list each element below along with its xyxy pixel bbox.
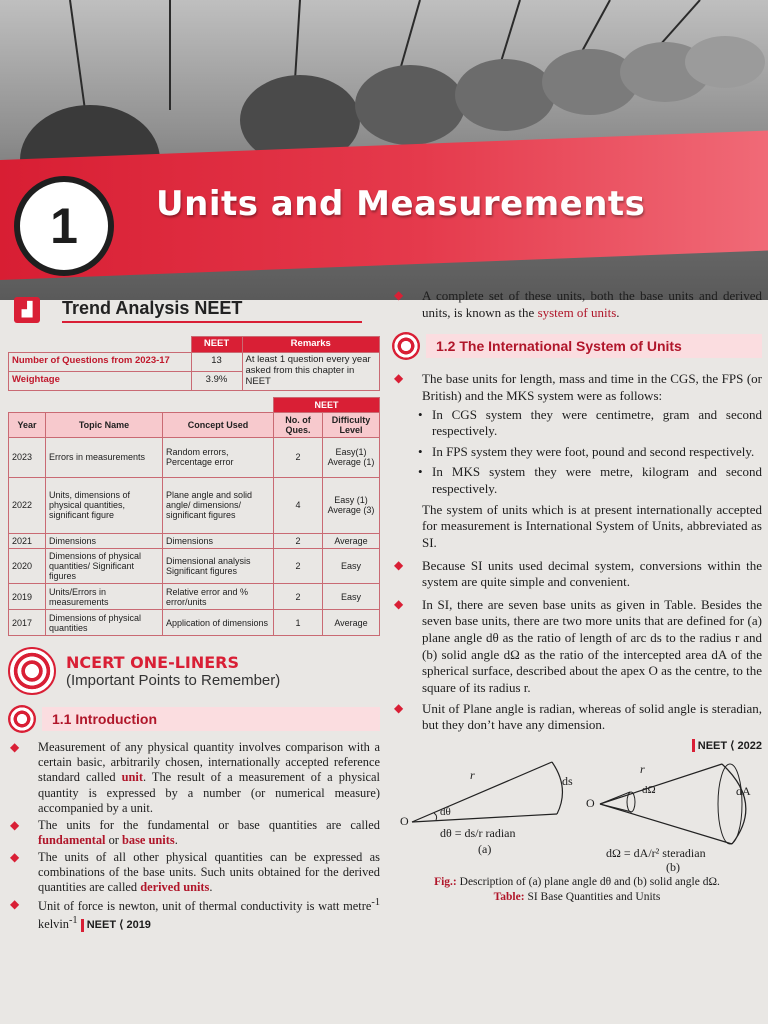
superscript: -1	[371, 897, 380, 909]
caption-text: Description of (a) plane angle dθ and (b) solid angle dΩ.	[456, 875, 720, 888]
term-system-of-units: system of units	[537, 304, 617, 320]
diamond-bullet-icon: ◆	[394, 288, 404, 302]
text: .	[616, 304, 620, 320]
cell-level: Average	[323, 610, 380, 636]
text: Unit of force is newton, unit of thermal conductivity is watt metre	[38, 899, 372, 914]
ncert-title: NCERT ONE-LINERS	[66, 653, 240, 673]
cell-ques: 2	[274, 584, 323, 610]
swirl-icon	[8, 647, 56, 695]
ncert-one-liners-header	[8, 646, 380, 696]
text: The system of units which is at present internationally accepted for measurement is International System of Units, abbreviated as SI.	[422, 501, 762, 550]
neet-tag: NEET ⟨ 2019	[81, 919, 151, 932]
cell-ques: 4	[274, 477, 323, 533]
diamond-bullet-icon: ◆	[10, 817, 20, 832]
term-derived-units: derived units	[140, 880, 210, 895]
term-fundamental: fundamental	[38, 832, 106, 847]
header-topic: Topic Name	[46, 412, 163, 437]
paragraph	[392, 371, 762, 404]
cell-level: Easy (1) Average (3)	[323, 477, 380, 533]
trend-analysis-header	[14, 290, 380, 330]
diamond-bullet-icon: ◆	[394, 596, 404, 611]
trend-title: Trend Analysis NEET	[62, 298, 362, 323]
cell-ques: 1	[274, 610, 323, 636]
fig-a-r: r	[470, 767, 475, 782]
text: or	[105, 832, 123, 847]
text: Measurement of any physical quantity involves comparison with a certain basic, arbitrarily chosen, internationally accepted reference standard called	[38, 740, 380, 785]
paragraph	[392, 502, 762, 552]
cell-topic: Dimensions of physical quantities	[46, 610, 163, 636]
cell-topic: Units, dimensions of physical quantities, significant figure	[46, 477, 163, 533]
left-column	[8, 290, 380, 934]
table-row	[9, 533, 380, 548]
section-1-1-title: 1.1 Introduction	[42, 707, 380, 731]
chapter-number: 1	[14, 176, 114, 276]
fig-b-r: r	[640, 761, 645, 776]
topic-top-blank	[9, 397, 274, 412]
fig-a-ds: ds	[562, 773, 573, 788]
paragraph	[8, 740, 380, 816]
cell-year: 2021	[9, 533, 46, 548]
header-concept: Concept Used	[163, 412, 274, 437]
neet-tag-label: NEET	[697, 739, 728, 752]
table-row	[9, 610, 380, 636]
neet-tag-label: NEET	[86, 918, 117, 931]
table-row	[9, 477, 380, 533]
table-title: SI Base Quantities and Units	[524, 890, 661, 903]
cell-year: 2019	[9, 584, 46, 610]
caption-lead: Fig.:	[434, 875, 457, 888]
summary-value: 13	[191, 352, 242, 371]
text: A complete set of these units, both the base units and derived units, is known as the	[422, 288, 762, 320]
cell-level: Easy(1) Average (1)	[323, 437, 380, 477]
paragraph	[392, 597, 762, 697]
summary-label: Weightage	[9, 371, 192, 390]
text: .	[209, 880, 213, 895]
paragraph	[8, 818, 380, 848]
cell-concept: Relative error and % error/units	[163, 584, 274, 610]
chapter-banner	[0, 0, 768, 300]
superscript: -1	[68, 914, 78, 926]
diamond-bullet-icon: ◆	[394, 700, 404, 715]
fig-b-domega: dΩ	[642, 783, 656, 796]
angle-figure	[392, 758, 762, 908]
section-1-1-header	[8, 704, 380, 734]
cell-concept: Dimensional analysis Significant figures	[163, 549, 274, 584]
neet-summary-table	[8, 336, 380, 391]
diamond-bullet-icon: ◆	[10, 740, 20, 755]
fig-a-dtheta: dθ	[440, 805, 451, 818]
text: The units for the fundamental or base quantities are called	[38, 817, 380, 832]
paragraph	[392, 701, 762, 734]
term-unit: unit	[121, 770, 143, 785]
cell-ques: 2	[274, 437, 323, 477]
summary-remark: At least 1 question every year asked from this chapter in NEET	[242, 352, 380, 390]
paragraph	[8, 897, 380, 932]
right-column	[392, 286, 762, 908]
text: Unit of Plane angle is radian, whereas of solid angle is steradian, but they don’t have any dimension.	[422, 700, 762, 733]
diamond-bullet-icon: ◆	[394, 371, 404, 386]
fig-a-O: O	[400, 813, 409, 828]
cell-level: Average	[323, 533, 380, 548]
paragraph	[392, 558, 762, 591]
section-1-2-title: 1.2 The International System of Units	[426, 334, 762, 358]
cell-year: 2023	[9, 437, 46, 477]
list-item: • In FPS system they were foot, pound and second respectively.	[432, 444, 762, 461]
cell-topic: Dimensions	[46, 533, 163, 548]
table-lead: Table:	[493, 890, 525, 903]
trend-chart-icon: ▟	[14, 297, 40, 323]
plane-angle-figure	[412, 762, 562, 822]
text: In SI, there are seven base units as given in Table. Besides the seven base units, there are two more units that are defined for (a) plane angle dθ as the ratio of length of arc ds to the radius r and (b) solid angle dΩ as the ratio of the intercepted area dA of the spherical surface, described about the apex O as the centre, to the square of its radius r.	[422, 596, 762, 695]
list-item: • In CGS system they were centimetre, gram and second respectively.	[432, 407, 762, 440]
table-row	[9, 549, 380, 584]
section-swirl-icon	[8, 705, 36, 733]
section-1-2-header	[392, 331, 762, 361]
table-caption	[392, 891, 762, 903]
header-ques: No. of Ques.	[274, 412, 323, 437]
paragraph	[8, 850, 380, 895]
cell-year: 2022	[9, 477, 46, 533]
fig-a-formula: dθ = ds/r radian	[440, 825, 516, 840]
cell-topic: Units/Errors in measurements	[46, 584, 163, 610]
section-swirl-icon	[392, 332, 420, 360]
diamond-bullet-icon: ◆	[10, 850, 20, 865]
diamond-bullet-icon: ◆	[10, 897, 20, 912]
cell-concept: Application of dimensions	[163, 610, 274, 636]
cell-concept: Plane angle and solid angle/ dimensions/ significant figures	[163, 477, 274, 533]
term-base-units: base units	[122, 832, 175, 847]
summary-label: Number of Questions from 2023-17	[9, 352, 192, 371]
fig-b-O: O	[586, 795, 595, 810]
chapter-title: Units and Measurements	[156, 184, 646, 224]
summary-neet-header: NEET	[191, 337, 242, 353]
figure-caption	[392, 876, 762, 888]
text: Because SI units used decimal system, conversions within the system are quite simple and convenient.	[422, 557, 762, 590]
neet-tag: NEET ⟨ 2022	[692, 739, 762, 752]
fig-a-label: (a)	[478, 841, 492, 856]
text: The units of all other physical quantities can be expressed as combinations of the base units. Such units obtained for the derived quantities are called	[38, 850, 380, 895]
neet-tag-year: 2022	[737, 739, 762, 752]
cell-ques: 2	[274, 533, 323, 548]
text: . The result of a measurement of a physical quantity is expressed by a number (or numerical measure) accompanied by a unit.	[38, 770, 380, 815]
solid-angle-figure	[600, 761, 746, 844]
table-row	[9, 584, 380, 610]
diamond-bullet-icon: ◆	[394, 557, 404, 572]
fig-b-formula: dΩ = dA/r² steradian	[606, 845, 706, 860]
text: .	[174, 832, 178, 847]
fig-b-dA: dA	[736, 783, 751, 798]
text: kelvin	[38, 916, 69, 931]
cell-concept: Random errors, Percentage error	[163, 437, 274, 477]
cell-year: 2020	[9, 549, 46, 584]
fig-b-label: (b)	[666, 859, 680, 874]
ncert-subtitle: (Important Points to Remember)	[66, 672, 281, 690]
units-systems-list	[392, 407, 762, 498]
cell-level: Easy	[323, 549, 380, 584]
text: The base units for length, mass and time in the CGS, the FPS (or British) and the MKS system were as follows:	[422, 371, 762, 403]
list-item: • In MKS system they were metre, kilogram and second respectively.	[432, 464, 762, 497]
table-row	[9, 437, 380, 477]
paragraph	[392, 288, 762, 321]
header-level: Difficulty Level	[323, 412, 380, 437]
cell-topic: Errors in measurements	[46, 437, 163, 477]
cell-ques: 2	[274, 549, 323, 584]
cell-concept: Dimensions	[163, 533, 274, 548]
cell-topic: Dimensions of physical quantities/ Significant figures	[46, 549, 163, 584]
topic-neet-header: NEET	[274, 397, 380, 412]
neet-tag-year: 2019	[126, 918, 151, 931]
summary-blank	[9, 337, 192, 353]
cell-level: Easy	[323, 584, 380, 610]
summary-remarks-header: Remarks	[242, 337, 380, 353]
header-year: Year	[9, 412, 46, 437]
summary-value: 3.9%	[191, 371, 242, 390]
neet-topic-table	[8, 397, 380, 637]
cell-year: 2017	[9, 610, 46, 636]
